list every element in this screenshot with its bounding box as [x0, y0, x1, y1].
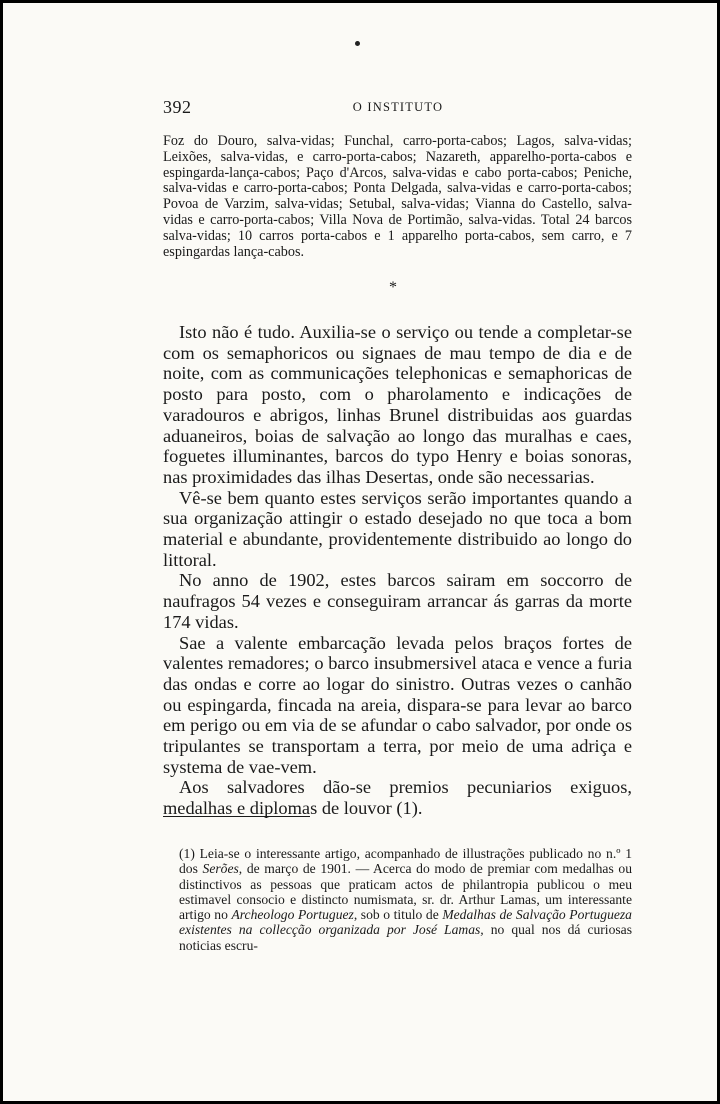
footnote-part: no qual nos dá curiosas noticias escru-	[179, 922, 632, 953]
main-body-text	[163, 322, 632, 819]
footnote-divider	[163, 816, 310, 817]
footnote-part: , sob o titulo de	[353, 907, 443, 923]
page-number: 392	[163, 97, 192, 117]
paragraph: No anno de 1902, estes barcos sairam em soccorro de naufragos 54 vezes e conseguiram arrancar ás garras da morte 174 vidas.	[163, 570, 632, 632]
paragraph: Sae a valente embarcação levada pelos braços fortes de valentes remadores; o barco insubmersivel ataca e vence a furia das ondas e corre ao logar do sinistro. Outras vezes o canhão ou espingarda, fincada na areia, dispara-se para levar ao barco em perigo ou em via de se afundar o cabo salvador, por onde os tripulantes se transportam a terra, por meio de uma adriça e systema de vae-vem.	[163, 632, 632, 777]
journal-title: Archeologo Portuguez	[231, 907, 354, 923]
continued-list-paragraph: Foz do Douro, salva-vidas; Funchal, carro-porta-cabos; Lagos, salva-vidas; Leixões, salva-vidas, e carro-porta-cabos; Nazareth, apparelho-porta-cabos e espingarda-lança-cabos; Paço d'Arcos, salva-vidas e cabo porta-cabos; Peniche, salva-vidas e carro-porta-cabos; Ponta Delgada, salva-vidas e carro-porta-cabos; Povoa de Varzim, salva-vidas; Setubal, salva-vidas; Vianna do Castello, salva-vidas e carro-porta-cabos; Villa Nova de Portimão, salva-vidas. Total 24 barcos salva-vidas; 10 carros porta-cabos e 1 apparelho porta-cabos, sem carro, e 7 espingardas lança-cabos.	[163, 133, 632, 260]
footnote-text	[163, 846, 632, 953]
serial-title: Serões	[202, 861, 239, 877]
work-title: Medalhas de Salvação Portugueza existentes na collecção organizada por José Lamas,	[179, 907, 632, 938]
paragraph: Vê-se bem quanto estes serviços serão importantes quando a sua organização attingir o estado desejado no que toca a bom material e abundante, providentemente distribuido ao longo do littoral.	[163, 487, 632, 570]
paragraph: Aos salvadores dão-se premios pecuniarios exiguos, medalhas e diplomas de louvor (1).	[163, 777, 632, 819]
page-header	[163, 97, 633, 119]
running-title: O INSTITUTO	[352, 100, 444, 114]
footnote-part: (1) Leia-se o interessante artigo, acompanhado de illustrações publicado no n.º 1 dos	[179, 846, 632, 877]
footnote-part: , de março de 1901. — Acerca do modo de premiar com medalhas ou distinctivos as pessoas que praticam actos de philantropia publicou o meu estimavel consocio e distincto numismata, sr. dr. Arthur Lamas, um interessante artigo no	[179, 861, 632, 923]
paragraph: Isto não é tudo. Auxilia-se o serviço ou tende a completar-se com os semaphoricos ou signaes de mau tempo de dia e de noite, com as communicações telephonicas e semaphoricas de posto para posto, com o pharolamento e indicações de varadouros e abrigos, linhas Brunel distribuidas aos guardas aduaneiros, boias de salvação ao longo das muralhas e caes, foguetes illuminantes, barcos do typo Henry e boias sonoras, nas proximidades das ilhas Desertas, onde são necessarias.	[163, 322, 632, 487]
section-asterisk: *	[389, 279, 397, 296]
footnote	[163, 846, 632, 953]
ink-speck	[355, 41, 360, 46]
